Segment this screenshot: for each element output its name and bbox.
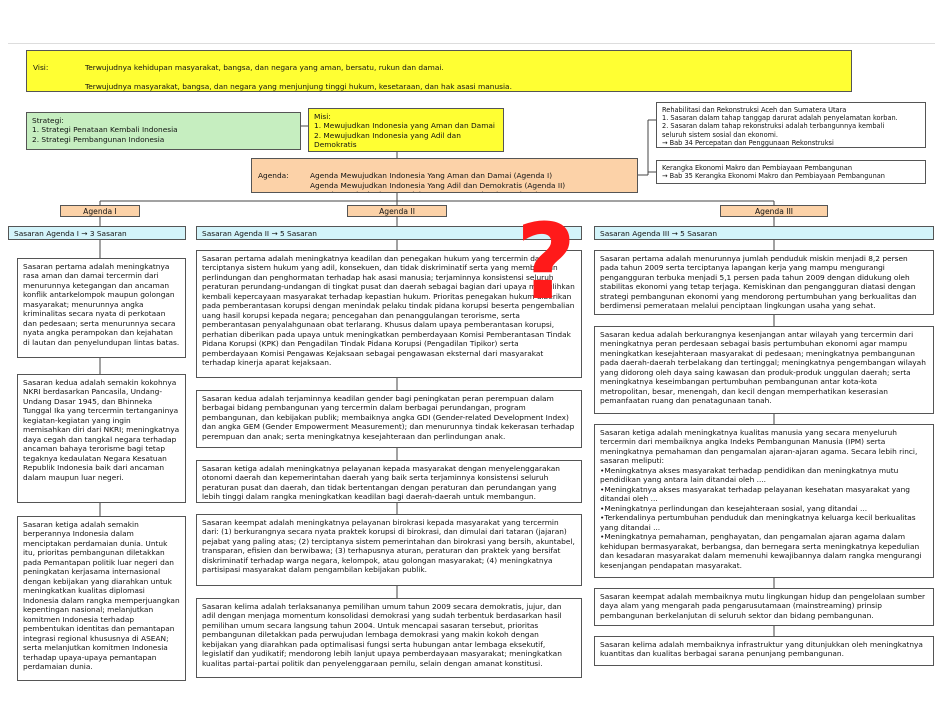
agenda-2-head: Agenda II — [347, 205, 447, 217]
agenda-3-sasaran-3: Sasaran ketiga adalah meningkatnya kualitas manusia yang secara menyeluruh tercermin dari membaiknya angka Indeks Pembangunan Manusia (IPM) serta meningkatnya pemahaman dan pengamalan ajaran-ajaran agama. Secara lebih rinci, sasaran meliputi: •Meningkatnya akses masyarakat terhadap pendidikan dan meningkatnya mutu pendidikan yang antara lain ditandai oleh .... •Meningkatnya akses masyarakat terhadap pelayanan kesehatan masyarakat yang ditandai oleh ... •Meningkatnya perlindungan dan kesejahteraan sosial, yang ditandai ... •Terkendalinya pertumbuhan penduduk dan meningkatnya keluarga kecil berkualitas yang ditandai ... •Meningkatnya pemahaman, penghayatan, dan pengamalan ajaran agama dalam kehidupan bermasyarakat, berbangsa, dan bernegara serta meningkatnya kepedulian dan kesadaran masyarakat dalam memenuhi kewajibannya dalam rangka mengurangi kesenjangan pendapatan masyarakat. — [594, 424, 934, 578]
visi-line-2: Terwujudnya masyarakat, bangsa, dan negara yang menjunjung tinggi hukum, kesetaraan, dan hak asasi manusia. — [85, 82, 512, 92]
agenda-2-sasaran-1: Sasaran pertama adalah meningkatnya keadilan dan penegakan hukum yang tercermin dari terciptanya sistem hukum yang adil, konsekuen, dan tidak diskriminatif serta yang memberikan perlindungan dan penghormatan terhadap hak asasi manusia; terjaminnya konsistensi seluruh peraturan perundang-undangan di tingkat pusat dan daerah sebagai bagian dari upaya memulihkan kembali kepercayaan masyarakat terhadap kepastian hukum. Prioritas penegakan hukum diberikan pada pemberantasan korupsi dengan menindak pelaku tindak pidana korupsi beserta pengembalian uang hasil korupsi kepada negara; pencegahan dan penanggulangan terorisme, serta pemberantasan penyalahgunaan obat terlarang. Khusus dalam upaya pemberantasan korupsi, perhatian diberikan pada upaya untuk meningkatkan pemberdayaan Komisi Pemberantasan Tindak Pidana Korupsi (KPK) dan Pengadilan Tindak Pidana Korupsi (Pengadilan Tipikor) serta pemberdayaan Komisi Pengawas Kejaksaan sebagai pengawasan eksternal dari masyarakat terhadap kinerja aparat kejaksaan. — [196, 250, 582, 378]
visi-line-1: Terwujudnya kehidupan masyarakat, bangsa, dan negara yang aman, bersatu, rukun dan damai. — [85, 63, 444, 73]
agenda-3-sasaran-5: Sasaran kelima adalah membaiknya infrastruktur yang ditunjukkan oleh meningkatnya kuantitas dan kualitas berbagai sarana penunjang pembangunan. — [594, 636, 934, 666]
agenda-overview-text: Agenda Mewujudkan Indonesia Yang Aman dan Damai (Agenda I) Agenda Mewujudkan Indonesia Yang Adil dan Demokratis (Agenda II) — [310, 171, 566, 190]
agenda-1-sasaran-3: Sasaran ketiga adalah semakin berperannya Indonesia dalam menciptakan perdamaian dunia. Untuk itu, prioritas pembangunan diletakkan pada Pemantapan politik luar negeri dan peningkatan kerjasama internasional dengan kebijakan yang diarahkan untuk meningkatkan kualitas diplomasi Indonesia dalam rangka memperjuangkan kepentingan nasional; melanjutkan komitmen Indonesia terhadap pembentukan identitas dan pemantapan integrasi regional khususnya di ASEAN; serta melanjutkan komitmen Indonesia terhadap upaya-upaya pemantapan perdamaian dunia. — [17, 516, 186, 681]
sasaran-agenda-3-head: Sasaran Agenda III → 5 Sasaran — [594, 226, 934, 240]
agenda-overview-box — [251, 158, 638, 193]
rehab-rekonstruksi-box: Rehabilitasi dan Rekonstruksi Aceh dan Sumatera Utara 1. Sasaran dalam tahap tanggap darurat adalah penyelamatan korban. 2. Sasaran dalam tahap rekonstruksi adalah terbangunnya kembali seluruh sistem sosial dan ekonomi. → Bab 34 Percepatan dan Penggunaan Rekonstruksi — [656, 102, 926, 148]
agenda-3-sasaran-1: Sasaran pertama adalah menurunnya jumlah penduduk miskin menjadi 8,2 persen pada tahun 2009 serta terciptanya lapangan kerja yang mampu mengurangi pengangguran terbuka menjadi 5,1 persen pada tahun 2009 dengan didukung oleh stabilitas ekonomi yang tetap terjaga. Kemiskinan dan pengangguran diatasi dengan strategi pembangunan ekonomi yang mendorong pertumbuhan yang berkualitas dan berdimensi pemerataan melalui penciptaan lingkungan usaha yang sehat. — [594, 250, 934, 315]
sasaran-agenda-1-head: Sasaran Agenda I → 3 Sasaran — [8, 226, 186, 240]
top-divider — [8, 43, 935, 44]
agenda-3-sasaran-4: Sasaran keempat adalah membaiknya mutu lingkungan hidup dan pengelolaan sumber daya alam yang mengarah pada pengarusutamaan (mainstreaming) prinsip pembangunan berkelanjutan di seluruh sektor dan bidang pembangunan. — [594, 588, 934, 626]
sasaran-agenda-2-head: Sasaran Agenda II → 5 Sasaran — [196, 226, 582, 240]
agenda-1-head: Agenda I — [60, 205, 140, 217]
agenda-1-sasaran-2: Sasaran kedua adalah semakin kokohnya NKRI berdasarkan Pancasila, Undang-Undang Dasar 1945, dan Bhinneka Tunggal Ika yang tercermin tertanganinya kegiatan-kegiatan yang ingin memisahkan diri dari NKRI; meningkatnya daya cegah dan tangkal negara terhadap ancaman bahaya terorisme bagi tetap tegaknya kedaulatan Negara Kesatuan Republik Indonesia baik dari ancaman dalam maupun luar negeri. — [17, 374, 186, 503]
visi-box — [26, 50, 852, 92]
visi-label: Visi: — [33, 63, 49, 73]
agenda-overview-label: Agenda: — [258, 171, 289, 181]
agenda-3-sasaran-2: Sasaran kedua adalah berkurangnya kesenjangan antar wilayah yang tercermin dari meningkatnya peran perdesaan sebagai basis pertumbuhan ekonomi agar mampu meningkatkan kesejahteraan masyarakat di pedesaan; meningkatnya pembangunan pada daerah-daerah terbelakang dan tertinggal; meningkatnya pengembangan wilayah yang didorong oleh daya saing kawasan dan produk-produk unggulan daerah; serta meningkatnya keseimbangan pertumbuhan pembangunan antar kota-kota metropolitan, besar, menengah, dan kecil dengan memperhatikan keserasian pemanfaatan ruang dan penatagunaan tanah. — [594, 326, 934, 414]
agenda-2-sasaran-2: Sasaran kedua adalah terjaminnya keadilan gender bagi peningkatan peran perempuan dalam berbagai bidang pembangunan yang tercermin dalam berbagai perundangan, program pembangunan, dan kebijakan publik; membaiknya angka GDI (Gender-related Development Index) dan angka GEM (Gender Empowerment Measurement); dan menurunnya tindak kekerasan terhadap perempuan dan anak; serta meningkatnya kesejahteraan dan perlindungan anak. — [196, 390, 582, 448]
question-mark: ? — [515, 201, 577, 323]
agenda-2-sasaran-3: Sasaran ketiga adalah meningkatnya pelayanan kepada masyarakat dengan menyelenggarakan otonomi daerah dan kepemerintahan daerah yang baik serta terjaminnya konsistensi seluruh peraturan pusat dan daerah, dan tidak bertentangan dengan peraturan dan perundangan yang lebih tinggi dalam rangka meningkatkan keadilan bagi daerah-daerah untuk membangun. — [196, 460, 582, 503]
strategi-box: Strategi: 1. Strategi Penataan Kembali Indonesia 2. Strategi Pembangunan Indonesia — [26, 112, 301, 150]
kerangka-ekonomi-box: Kerangka Ekonomi Makro dan Pembiayaan Pembangunan → Bab 35 Kerangka Ekonomi Makro dan Pembiayaan Pembangunan — [656, 160, 926, 184]
misi-box: Misi: 1. Mewujudkan Indonesia yang Aman dan Damai 2. Mewujudkan Indonesia yang Adil dan Demokratis — [308, 108, 504, 152]
agenda-3-head: Agenda III — [720, 205, 828, 217]
agenda-2-sasaran-4: Sasaran keempat adalah meningkatnya pelayanan birokrasi kepada masyarakat yang tercermin dari: (1) berkurangnya secara nyata praktek korupsi di birokrasi, dan dimulai dari tataran (jajaran) pejabat yang paling atas; (2) terciptanya sistem pemerintahan dan birokrasi yang bersih, akuntabel, transparan, efisien dan berwibawa; (3) terhapusnya aturan, peraturan dan praktek yang bersifat diskriminatif terhadap warga negara, kelompok, atau golongan masyarakat; (4) meningkatnya partisipasi masyarakat dalam pengambilan kebijakan publik. — [196, 514, 582, 586]
agenda-1-sasaran-1: Sasaran pertama adalah meningkatnya rasa aman dan damai tercermin dari menurunnya ketegangan dan ancaman konflik antarkelompok maupun golongan masyarakat; menurunnya angka kriminalitas secara nyata di perkotaan dan pedesaan; serta menurunnya secara nyata angka perampokan dan kejahatan di lautan dan penyelundupan lintas batas. — [17, 258, 186, 358]
agenda-2-sasaran-5: Sasaran kelima adalah terlaksananya pemilihan umum tahun 2009 secara demokratis, jujur, dan adil dengan menjaga momentum konsolidasi demokrasi yang sudah terbentuk berdasarkan hasil pemilihan umum secara langsung tahun 2004. Untuk mencapai sasaran tersebut, prioritas pembangunan diletakkan pada perwujudan lembaga demokrasi yang makin kokoh dengan kebijakan yang diarahkan pada optimalisasi fungsi serta hubungan antar lembaga eksekutif, legislatif dan yudikatif; mendorong lebih lanjut upaya pemberdayaan masyarakat; meningkatkan kualitas partai-partai politik dan penyelenggaraan pemilu, selain dengan amanat konstitusi. — [196, 598, 582, 678]
